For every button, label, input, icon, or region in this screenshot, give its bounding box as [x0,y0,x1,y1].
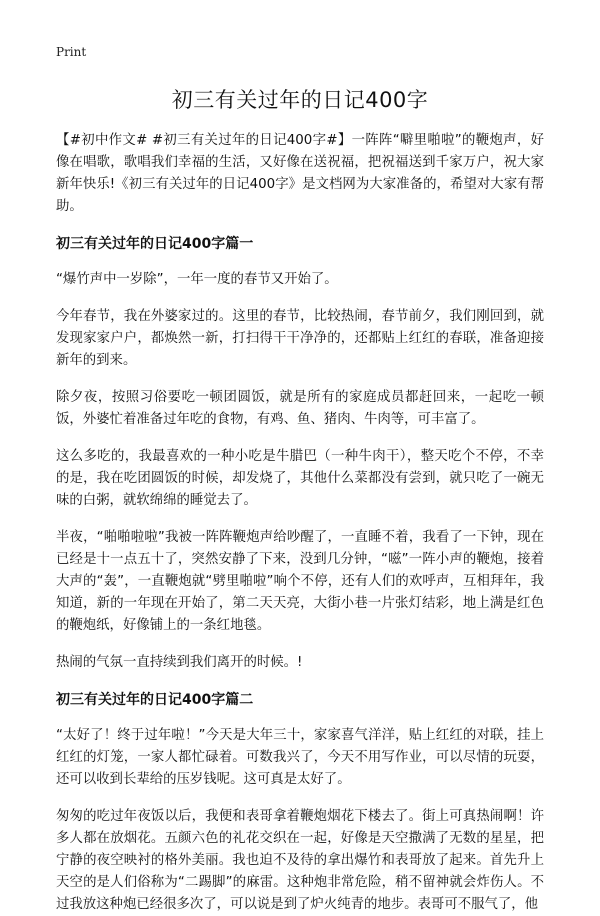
paragraph: “爆竹声中一岁除”，一年一度的春节又开始了。 [56,272,338,287]
paragraph: 热闹的气氛一直持续到我们离开的时候。! [56,655,303,670]
print-link[interactable]: Print [56,45,87,59]
paragraph: “太好了！终于过年啦！”今天是大年三十，家家喜气洋洋，贴上红红的对联，挂上红红的灯笼，一家人都忙碌着。可数我兴了，今天不用写作业，可以尽情的玩耍，还可以收到长辈给的压岁钱呢。这可真是太好了。 [56,728,544,787]
paragraph: 这么多吃的，我最喜欢的一种小吃是牛腊巴（一种牛肉干），整天吃个不停，不幸的是，我在吃团圆饭的时候，却发烧了，其他什么菜都没有尝到，就只吃了一碗无味的白粥，就软绵绵的睡觉去了。 [56,449,544,508]
section-heading-1: 初三有关过年的日记400字篇一 [56,236,254,252]
intro-paragraph: 【#初中作文# #初三有关过年的日记400字#】一阵阵“噼里啪啦”的鞭炮声，好像在唱歌，歌唱我们幸福的生活，又好像在送祝福，把祝福送到千家万户，祝大家新年快乐!《初三有关过年的日记400字》是文档网为大家准备的，希望对大家有帮助。 [56,133,544,214]
document-title: 初三有关过年的日记400字 [171,88,429,112]
paragraph: 今年春节，我在外婆家过的。这里的春节，比较热闹，春节前夕，我们刚回到，就发现家家户户，都焕然一新，打扫得干干净净的，还都贴上红红的春联，准备迎接新年的到来。 [56,309,544,368]
paragraph: 除夕夜，按照习俗要吃一顿团圆饭，就是所有的家庭成员都赶回来，一起吃一顿饭，外婆忙着准备过年吃的食物，有鸡、鱼、猪肉、牛肉等，可丰富了。 [56,390,544,427]
paragraph: 半夜，“啪啪啦啦”我被一阵阵鞭炮声给吵醒了，一直睡不着，我看了一下钟，现在已经是十一点五十了，突然安静了下来，没到几分钟，“嗞”一阵小声的鞭炮，接着大声的“轰”，一直鞭炮就“劈里啪啦”响个不停，还有人们的欢呼声，互相拜年，我知道，新的一年现在开始了，第二天天亮，大街小巷一片张灯结彩，地上满是红色的鞭炮纸，好像铺上的一条红地毯。 [56,530,544,633]
section-heading-2: 初三有关过年的日记400字篇二 [56,692,254,708]
paragraph: 匆匆的吃过年夜饭以后，我便和表哥拿着鞭炮烟花下楼去了。街上可真热闹啊！许多人都在放烟花。五颜六色的礼花交织在一起，好像是天空撒满了无数的星星，把宁静的夜空映衬的格外美丽。我也迫不及待的拿出爆竹和表哥放了起来。首先升上天空的是人们俗称为“二踢脚”的麻雷。这种炮非常危险，稍不留神就会炸伤人。不过我放这种炮已经很多次了，可以说是到了炉火纯青的地步。表哥可不服气了，他 [56,809,544,912]
